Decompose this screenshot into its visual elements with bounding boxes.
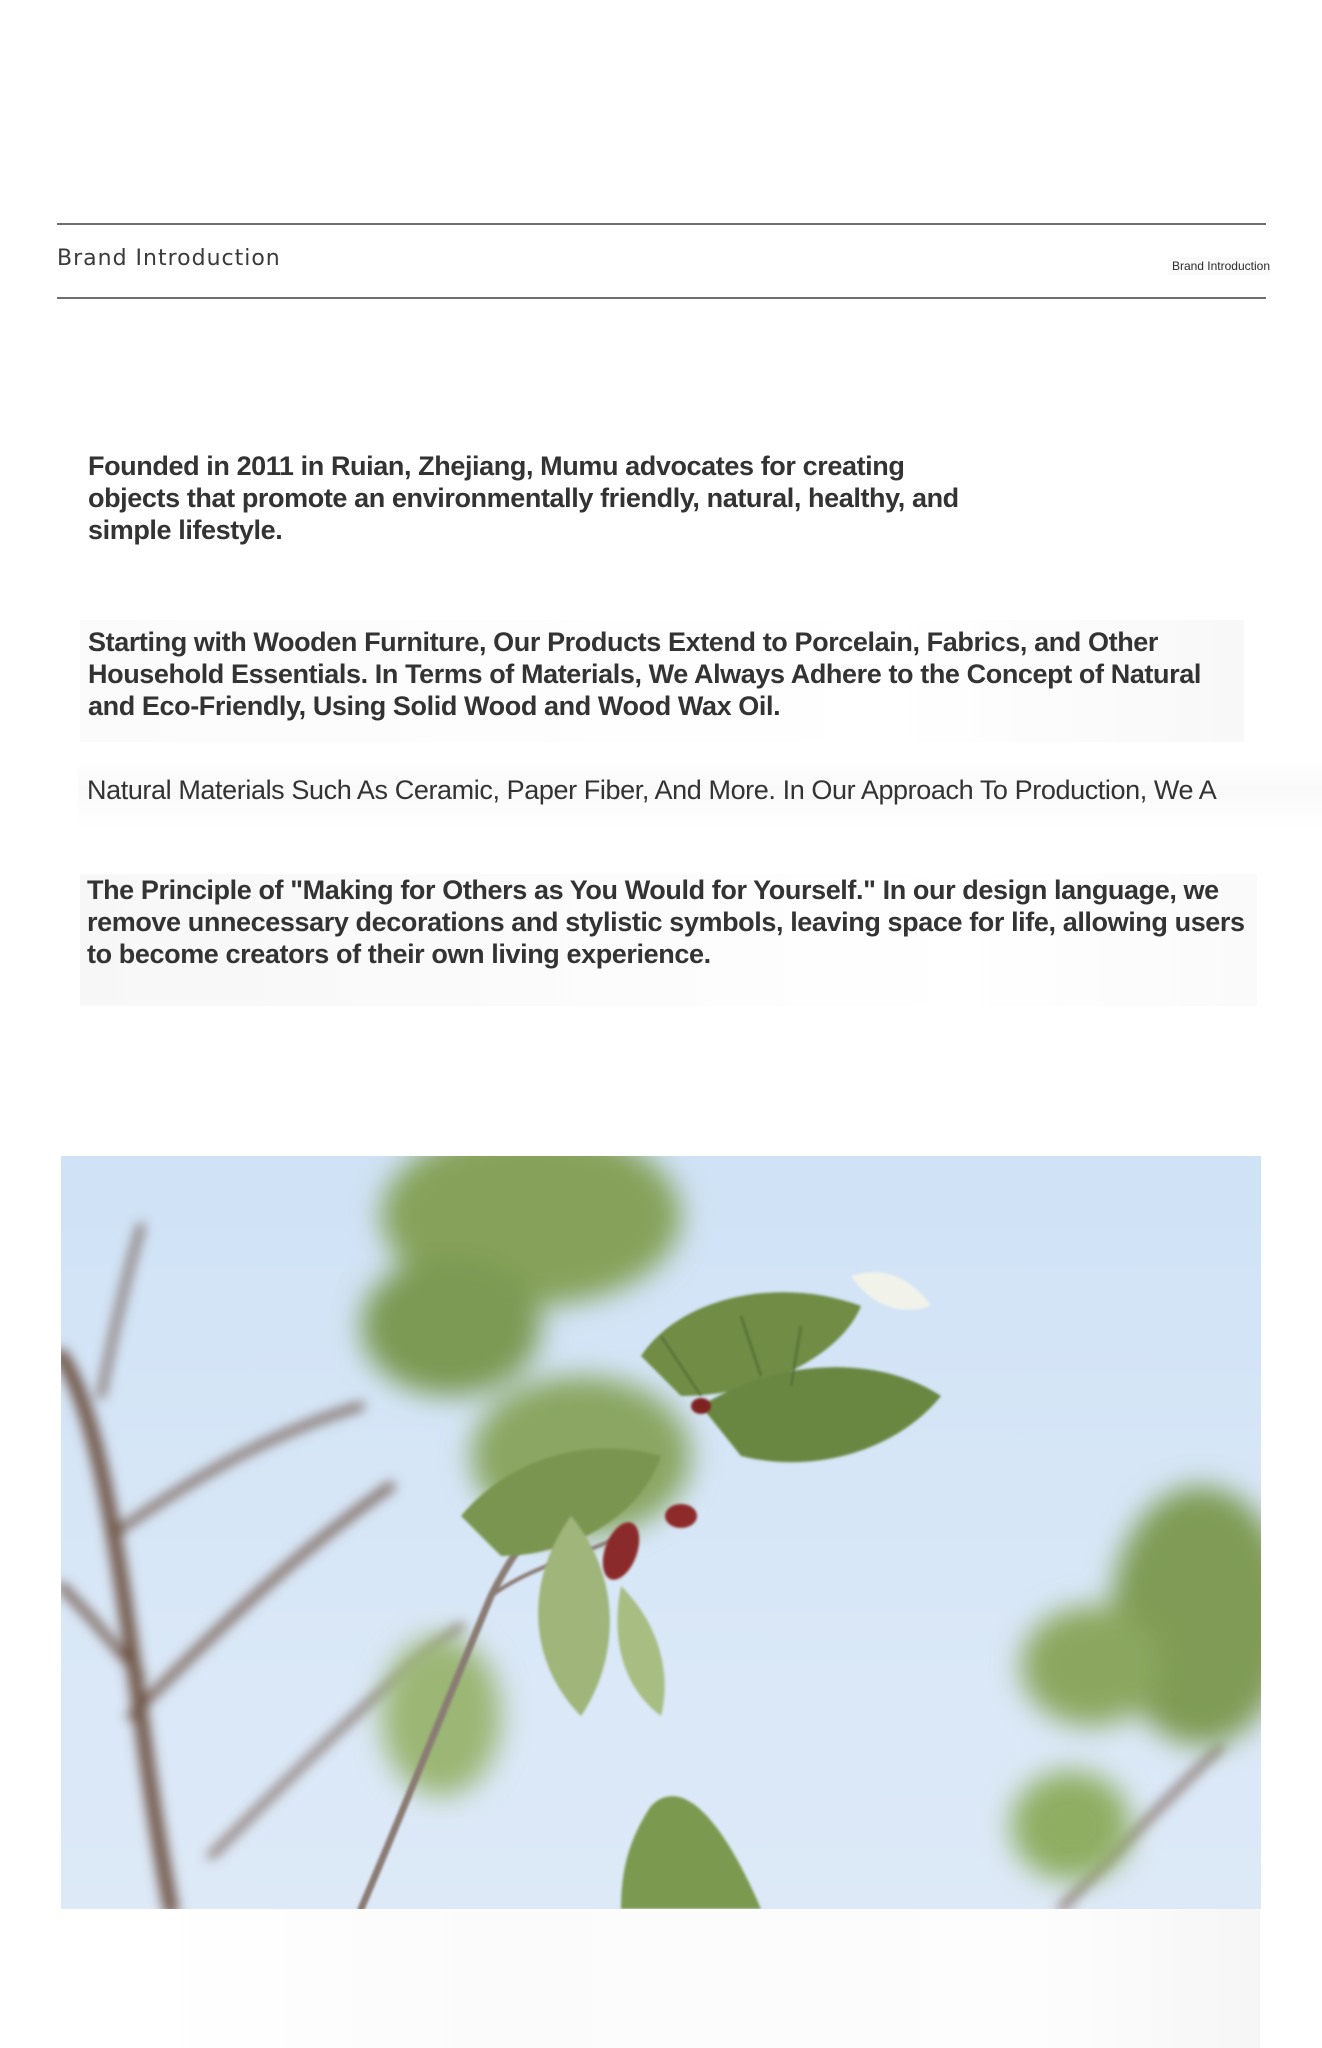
leaf-branch-photo [61, 1156, 1261, 1909]
header-divider-top [57, 223, 1266, 225]
section-title: Brand Introduction [57, 246, 281, 271]
paragraph-principle: The Principle of "Making for Others as You Would for Yourself." In our design language, we remove unnecessary decorations and stylistic symbols, leaving space for life, allowing users to become creators of their own living experience. [80, 874, 1257, 1006]
header-divider-bottom [57, 297, 1266, 299]
paragraph-founding: Founded in 2011 in Ruian, Zhejiang, Mumu advocates for creating objects that promote an environmentally friendly, natural, healthy, and simple lifestyle. [88, 451, 959, 545]
bottom-background-panel [150, 1909, 1260, 2048]
section-tag: Brand Introduction [1168, 257, 1270, 275]
paragraph-products: Starting with Wooden Furniture, Our Products Extend to Porcelain, Fabrics, and Other Household Essentials. In Terms of Materials, We Always Adhere to the Concept of Natural and Eco-Friendly, Using Solid Wood and Wood Wax Oil. [80, 620, 1244, 742]
paragraph-materials: Natural Materials Such As Ceramic, Paper Fiber, And More. In Our Approach To Production, We A [78, 760, 1322, 828]
leaf-branch-icon [61, 1156, 1261, 1909]
